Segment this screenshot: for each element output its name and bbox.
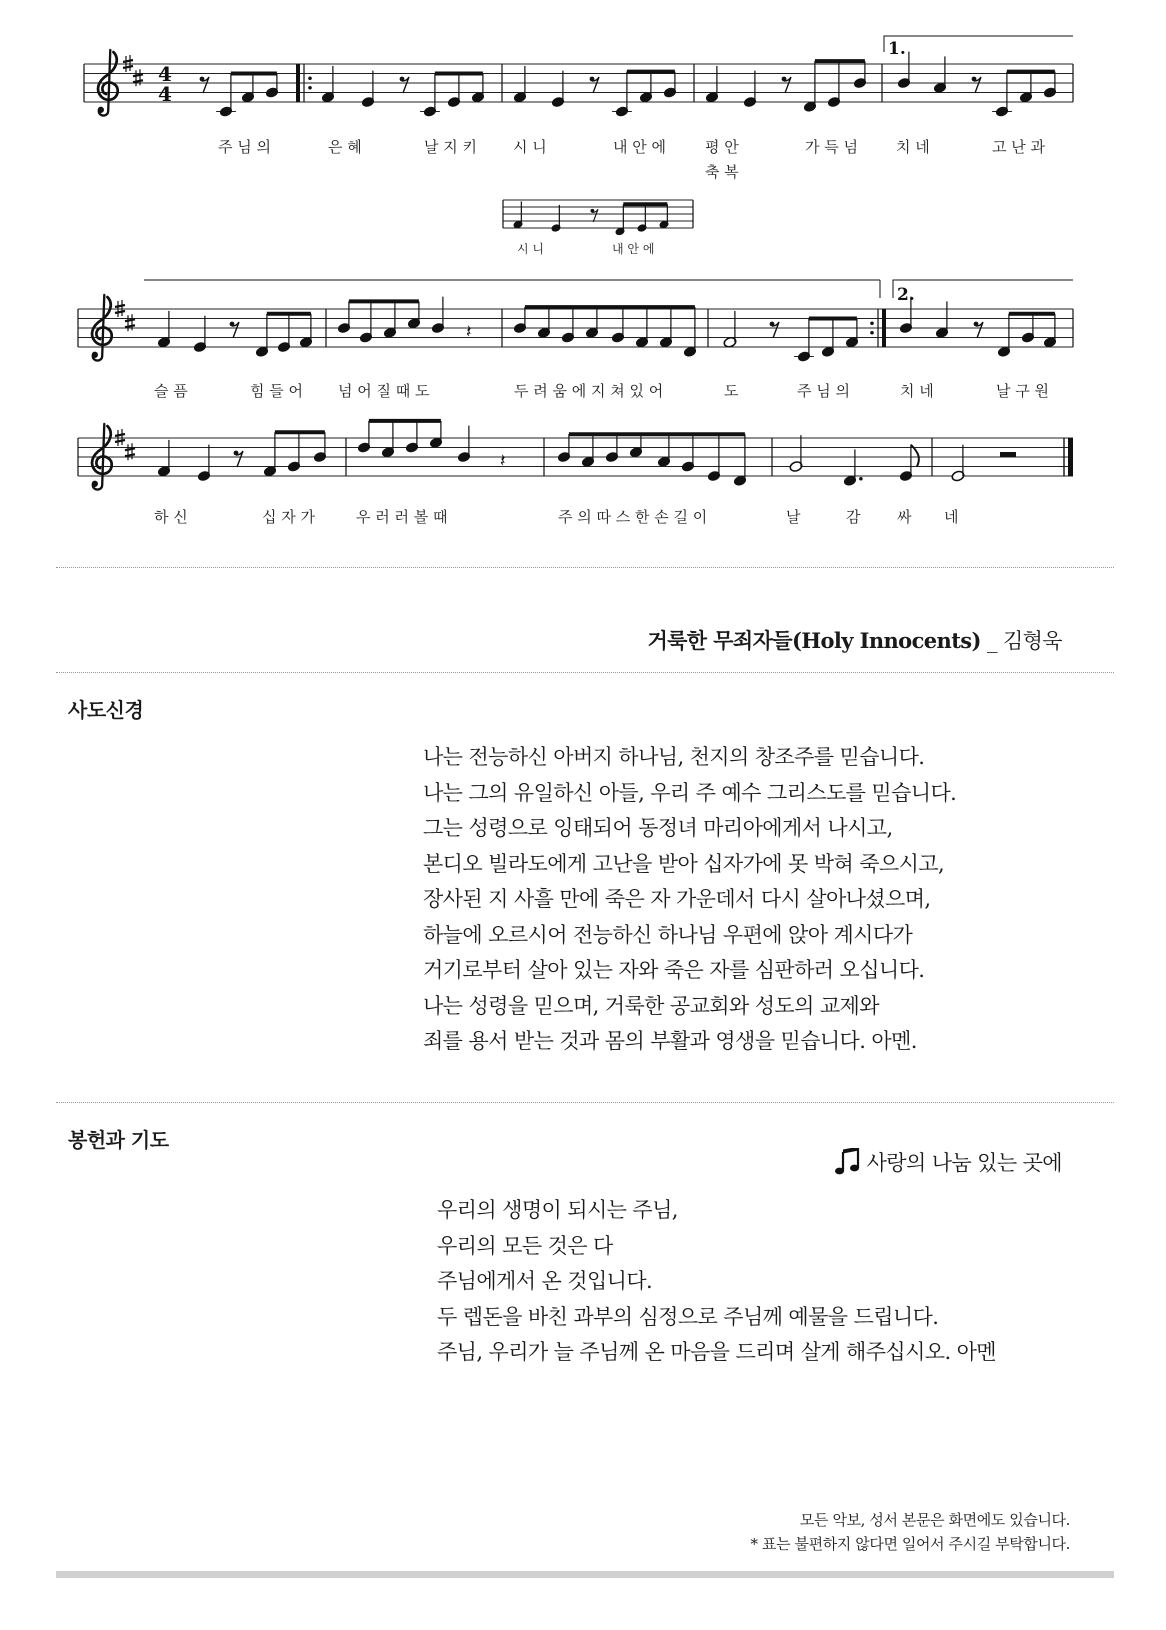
time-signature: 4 xyxy=(158,62,172,86)
lyric: 내 안 에 xyxy=(613,138,667,156)
lyric: 우 러 러 볼 때 xyxy=(356,508,448,526)
hymn-title: 사랑의 나눔 있는 곳에 xyxy=(866,1151,1062,1175)
eighth-rest-icon xyxy=(234,451,243,467)
lyric: 시 니 xyxy=(513,138,547,156)
eighth-rest-icon xyxy=(230,322,239,338)
lyric: 도 xyxy=(724,382,739,400)
lyric: 시 니 xyxy=(517,242,544,256)
lyric: 십 자 가 xyxy=(262,508,316,526)
repeat-dot xyxy=(308,76,312,80)
creed-line: 본디오 빌라도에게 고난을 받아 십자가에 못 박혀 죽으시고, xyxy=(423,851,945,876)
sharp-icon xyxy=(125,443,135,460)
lyric: 하 신 xyxy=(154,508,188,526)
repeat-bar xyxy=(296,64,300,102)
song-author: 김형욱 xyxy=(1002,629,1062,653)
music-note-icon xyxy=(835,1148,861,1176)
lyrics-line-2 xyxy=(154,382,1049,400)
creed-line: 나는 성령을 믿으며, 거룩한 공교회와 성도의 교제와 xyxy=(423,993,879,1018)
first-ending-bracket xyxy=(884,36,1073,52)
lyric: 치 네 xyxy=(900,382,934,400)
creed-line: 장사된 지 사흘 만에 죽은 자 가운데서 다시 살아나셨으며, xyxy=(423,887,931,911)
repeat-bar xyxy=(882,309,886,347)
half-rest-icon xyxy=(1000,452,1016,457)
song-attribution xyxy=(647,625,1062,655)
offering-prayer xyxy=(437,1193,996,1371)
lyric: 날 지 키 xyxy=(424,138,478,156)
lyric: 두 려 움 에 지 쳐 있 어 xyxy=(514,382,664,400)
creed-line: 거기로부터 살아 있는 자와 죽은 자를 심판하러 오십니다. xyxy=(423,958,925,982)
lyric: 치 네 xyxy=(896,138,930,156)
creed-line: 나는 그의 유일하신 아들, 우리 주 예수 그리스도를 믿습니다. xyxy=(423,780,957,805)
lyric: 감 xyxy=(846,508,861,526)
eighth-rest-icon xyxy=(200,77,209,93)
creed-heading: 사도신경 xyxy=(68,698,144,722)
quarter-rest-icon: 𝄽 xyxy=(466,321,472,343)
lyric: 슬 픔 xyxy=(154,382,188,400)
prayer-line: 두 렙돈을 바친 과부의 심정으로 주님께 예물을 드립니다. xyxy=(437,1304,939,1329)
sharp-icon xyxy=(125,314,135,331)
lyric: 주 님 의 xyxy=(218,138,272,156)
lyric: 네 xyxy=(944,508,959,526)
time-signature: 4 xyxy=(158,82,172,106)
section-divider xyxy=(56,1102,1114,1103)
creed-line: 나는 전능하신 아버지 하나님, 천지의 창조주를 믿습니다. xyxy=(423,745,925,769)
footer-notes xyxy=(751,1508,1070,1556)
eighth-rest-icon xyxy=(590,209,598,222)
prayer-line: 우리의 모든 것은 다 xyxy=(437,1233,613,1258)
bottom-bar xyxy=(56,1571,1114,1578)
repeat-dot xyxy=(870,331,874,335)
eighth-rest-icon xyxy=(400,77,409,93)
lyric-verse-2: 축 복 xyxy=(705,163,739,181)
footer-note: * 표는 불편하지 않다면 일어서 주시길 부탁합니다. xyxy=(750,1535,1070,1553)
repeat-dot xyxy=(308,86,312,90)
creed-text xyxy=(423,740,956,1060)
eighth-rest-icon xyxy=(590,77,599,93)
sheet-music-score xyxy=(0,0,1166,560)
creed-line: 그는 성령으로 잉태되어 동정녀 마리아에게서 나시고, xyxy=(423,816,893,840)
lyric: 힘 들 어 xyxy=(250,382,304,400)
lyric: 내 안 에 xyxy=(612,242,655,256)
lyric: 은 혜 xyxy=(328,138,362,156)
prayer-line: 우리의 생명이 되시는 주님, xyxy=(437,1198,678,1222)
prayer-line: 주님, 우리가 늘 주님께 온 마음을 드리며 살게 해주십시오. 아멘 xyxy=(437,1340,996,1364)
lyric: 평 안 xyxy=(705,138,739,156)
first-ending-label: 1. xyxy=(888,39,906,59)
lyric: 가 득 넘 xyxy=(805,138,859,156)
creed-line: 하늘에 오르시어 전능하신 하나님 우편에 앉아 계시다가 xyxy=(423,922,913,947)
eighth-rest-icon xyxy=(974,322,983,338)
eighth-rest-icon xyxy=(770,322,779,338)
offering-hymn xyxy=(835,1147,1062,1177)
lyrics-alt xyxy=(517,241,654,256)
eighth-rest-icon xyxy=(972,77,981,93)
lyric: 넘 어 질 때 도 xyxy=(338,382,430,400)
lyric: 주 님 의 xyxy=(797,382,851,400)
prayer-line: 주님에게서 온 것입니다. xyxy=(437,1269,653,1293)
repeat-dot xyxy=(870,321,874,325)
second-ending-label: 2. xyxy=(897,285,915,305)
note-dot xyxy=(859,477,863,481)
eighth-rest-icon xyxy=(782,77,791,93)
lyric: 날 구 원 xyxy=(996,382,1050,400)
offering-heading: 봉헌과 기도 xyxy=(68,1128,169,1152)
creed-line: 죄를 용서 받는 것과 몸의 부활과 영생을 믿습니다. 아멘. xyxy=(423,1029,917,1053)
quarter-rest-icon: 𝄽 xyxy=(500,450,506,472)
lyric: 고 난 과 xyxy=(992,138,1046,156)
sharp-icon xyxy=(133,69,143,86)
lyric: 날 xyxy=(786,508,801,526)
section-divider xyxy=(56,672,1114,673)
lyrics-line-1 xyxy=(218,138,1046,181)
footer-note: 모든 악보, 성서 본문은 화면에도 있습니다. xyxy=(799,1511,1070,1529)
lyric: 싸 xyxy=(897,508,912,526)
attribution-separator: _ xyxy=(986,629,997,653)
lyrics-line-3 xyxy=(154,508,959,526)
final-bar xyxy=(1068,438,1073,476)
second-ending-bracket xyxy=(893,280,1073,298)
lyric: 주 의 따 스 한 손 길 이 xyxy=(558,508,708,526)
song-title: 거룩한 무죄자들(Holy Innocents) xyxy=(647,628,981,653)
section-divider xyxy=(56,567,1114,568)
